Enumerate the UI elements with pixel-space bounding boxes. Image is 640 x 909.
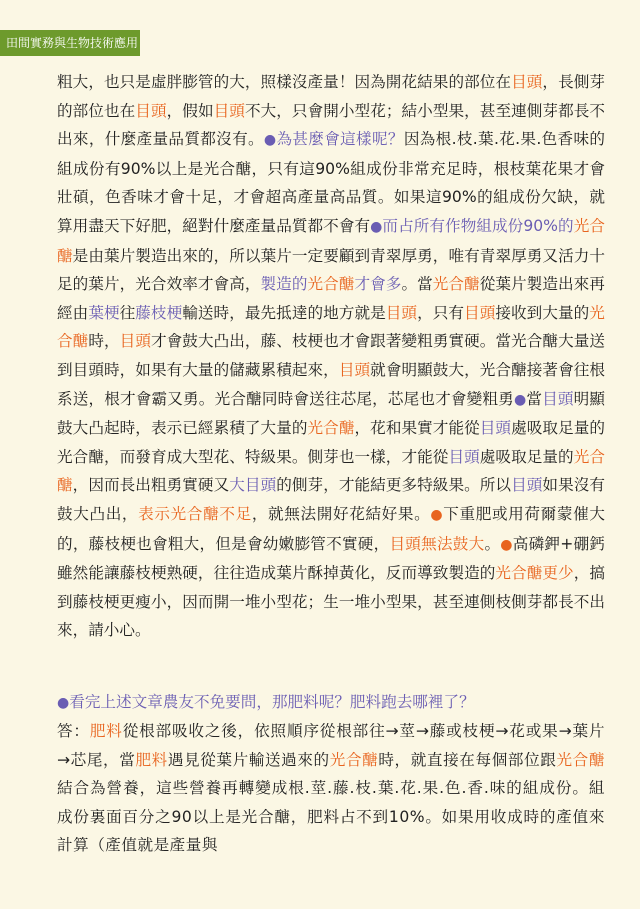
highlight-orange-text: 光合醣 xyxy=(57,303,605,351)
highlight-orange-text: 目頭 xyxy=(464,303,496,322)
text-run: 才會鼓大凸出，藤、枝梗也才會跟著變粗勇實硬。當光合醣大量送到目頭時，如果有大量的儲藏累積起來， xyxy=(57,332,605,379)
highlight-purple-text: 葉梗 xyxy=(88,303,120,322)
highlight-orange-text: 目頭 xyxy=(213,101,245,120)
highlight-orange-text: 光合醣 xyxy=(432,275,480,294)
highlight-orange-text: 光合醣更少 xyxy=(495,564,574,583)
highlight-orange-text: 光合醣 xyxy=(556,750,605,769)
text-run: 。 xyxy=(484,534,501,553)
text-run: 因為根.枝.葉.花.果.色香味的組成份有90%以上是光合醣，只有這90%組成份非常充足時，根枝葉花果才會壯碩，色香味才會十足，才會超高產量高品質。如果這90%的組成份欠缺，就算用盡天下好肥，絕對什麼產量品質都不會有 xyxy=(57,130,605,235)
highlight-orange-text: 光合醣 xyxy=(57,216,605,265)
question-paragraph xyxy=(57,688,605,718)
text-run: 處吸取足量的光合醣，而發育成大型花、特級果。側芽也一樣，才能從 xyxy=(57,419,605,466)
text-run: 時， xyxy=(88,332,120,351)
highlight-purple-text: 藤枝梗 xyxy=(135,303,183,322)
highlight-orange-text: 目頭 xyxy=(338,360,371,379)
highlight-purple-text: 製造的 xyxy=(260,275,308,294)
bullet-dot-icon: ● xyxy=(370,218,383,235)
highlight-orange-text: 光合醣 xyxy=(57,447,605,495)
highlight-purple-text: 而占所有作物組成份90%的 xyxy=(382,216,574,235)
highlight-orange-text: 目頭無法鼓大 xyxy=(389,534,485,553)
highlight-orange-text: 肥料 xyxy=(135,750,168,769)
text-run: ，因而長出粗勇實硬又 xyxy=(72,476,230,495)
highlight-orange-text: 肥料 xyxy=(89,722,123,740)
highlight-purple-text: 才會多 xyxy=(354,275,402,294)
text-run: 接收到大量的 xyxy=(495,303,590,322)
highlight-orange-text: 表示光合醣不足 xyxy=(138,504,252,523)
highlight-orange-text: 光合醣 xyxy=(307,275,355,294)
text-run: 是由葉片製造出來的，所以葉片一定要顧到青翠厚勇，唯有青翠厚勇又活力十足的葉片，光合效率才會高， xyxy=(57,246,605,294)
bullet-dot-icon: ● xyxy=(430,506,444,523)
text-run: 處吸取足量的 xyxy=(479,447,574,466)
highlight-orange-text: 光合醣 xyxy=(307,419,355,438)
text-run: 不大，只會開小型花；結小型果，甚至連側芽都長不出來，什麼產量品質都沒有。 xyxy=(57,101,605,149)
highlight-purple-text: 目頭 xyxy=(511,476,543,495)
highlight-purple-text: 大目頭 xyxy=(229,476,277,495)
chapter-header-title: 田間實務與生物技術應用 xyxy=(6,36,139,50)
highlight-orange-text: 目頭 xyxy=(511,73,543,91)
highlight-orange-text: 目頭 xyxy=(119,332,151,351)
bullet-dot-icon: ● xyxy=(500,536,513,553)
text-run: 。當 xyxy=(401,275,433,294)
text-run: ，搞到藤枝梗更瘦小，因而開一堆小型花；生一堆小型果，甚至連側枝側芽都長不出來，請小心。 xyxy=(57,564,605,640)
answer-paragraph xyxy=(57,717,605,860)
text-run: 遇見從葉片輸送過來的 xyxy=(167,750,330,769)
highlight-orange-text: 目頭 xyxy=(385,303,418,322)
highlight-purple-text: 目頭 xyxy=(542,389,574,408)
text-run: 時，就直接在每個部位跟 xyxy=(378,750,557,769)
highlight-orange-text: 目頭 xyxy=(135,101,167,120)
text-run: ，假如 xyxy=(166,101,214,120)
text-run: 明顯鼓大凸起時，表示已經累積了大量的 xyxy=(57,389,605,438)
body-paragraph-1 xyxy=(57,68,605,645)
highlight-purple-text: 目頭 xyxy=(479,419,512,438)
text-run: 往 xyxy=(119,303,136,322)
text-run: 當 xyxy=(526,389,543,408)
text-run: 結合為營養，這些營養再轉變成根.莖.藤.枝.葉.花.果.色.香.味的組成份。組成份裏面百分之90以上是光合醣，肥料占不到10%。如果用收成時的產值來計算（產值就是產量與 xyxy=(57,779,605,855)
text-run: 輸送時，最先抵達的地方就是 xyxy=(182,303,386,322)
text-run: ，長側芽的部位也在 xyxy=(57,73,605,120)
text-run: 如果沒有鼓大凸出， xyxy=(57,476,605,523)
text-run: 答： xyxy=(57,722,90,740)
highlight-purple-text: 看完上述文章農友不免要問，那肥料呢？肥料跑去哪裡了？ xyxy=(69,693,475,711)
bullet-dot-icon: ● xyxy=(513,391,527,408)
text-run: ，花和果實才能從 xyxy=(354,419,480,438)
text-run: 下重肥或用荷爾蒙催大的，藤枝梗也會粗大，但是會幼嫩膨管不實硬， xyxy=(57,504,605,553)
text-run: ，就無法開好花結好果。 xyxy=(251,504,431,523)
chapter-header-tab xyxy=(0,30,140,56)
highlight-orange-text: 光合醣 xyxy=(329,750,379,769)
highlight-purple-text: 為甚麼會這樣呢？ xyxy=(276,130,404,149)
text-run: 的側芽，才能結更多特級果。所以 xyxy=(276,476,512,495)
text-run: ，只有 xyxy=(417,303,465,322)
text-run: 從葉片製造出來再經由 xyxy=(57,275,605,322)
text-run: 粗大，也只是虛胖膨管的大，照樣沒產量！因為開花結果的部位在 xyxy=(57,73,512,91)
text-run: 從根部吸收之後，依照順序從根部往→莖→藤或枝梗→花或果→葉片→芯尾，當 xyxy=(57,722,605,769)
text-run: 高磷鉀+硼鈣雖然能讓藤枝梗熟硬，往往造成葉片酥掉黃化，反而導致製造的 xyxy=(57,534,605,583)
bullet-dot-icon: ● xyxy=(263,132,277,149)
text-run: 就會明顯鼓大，光合醣接著會往根系送，根才會霸又勇。光合醣同時會送往芯尾，芯尾也才會變粗勇 xyxy=(57,360,605,408)
highlight-purple-text: 目頭 xyxy=(448,447,480,466)
bullet-dot-icon: ● xyxy=(57,695,70,711)
